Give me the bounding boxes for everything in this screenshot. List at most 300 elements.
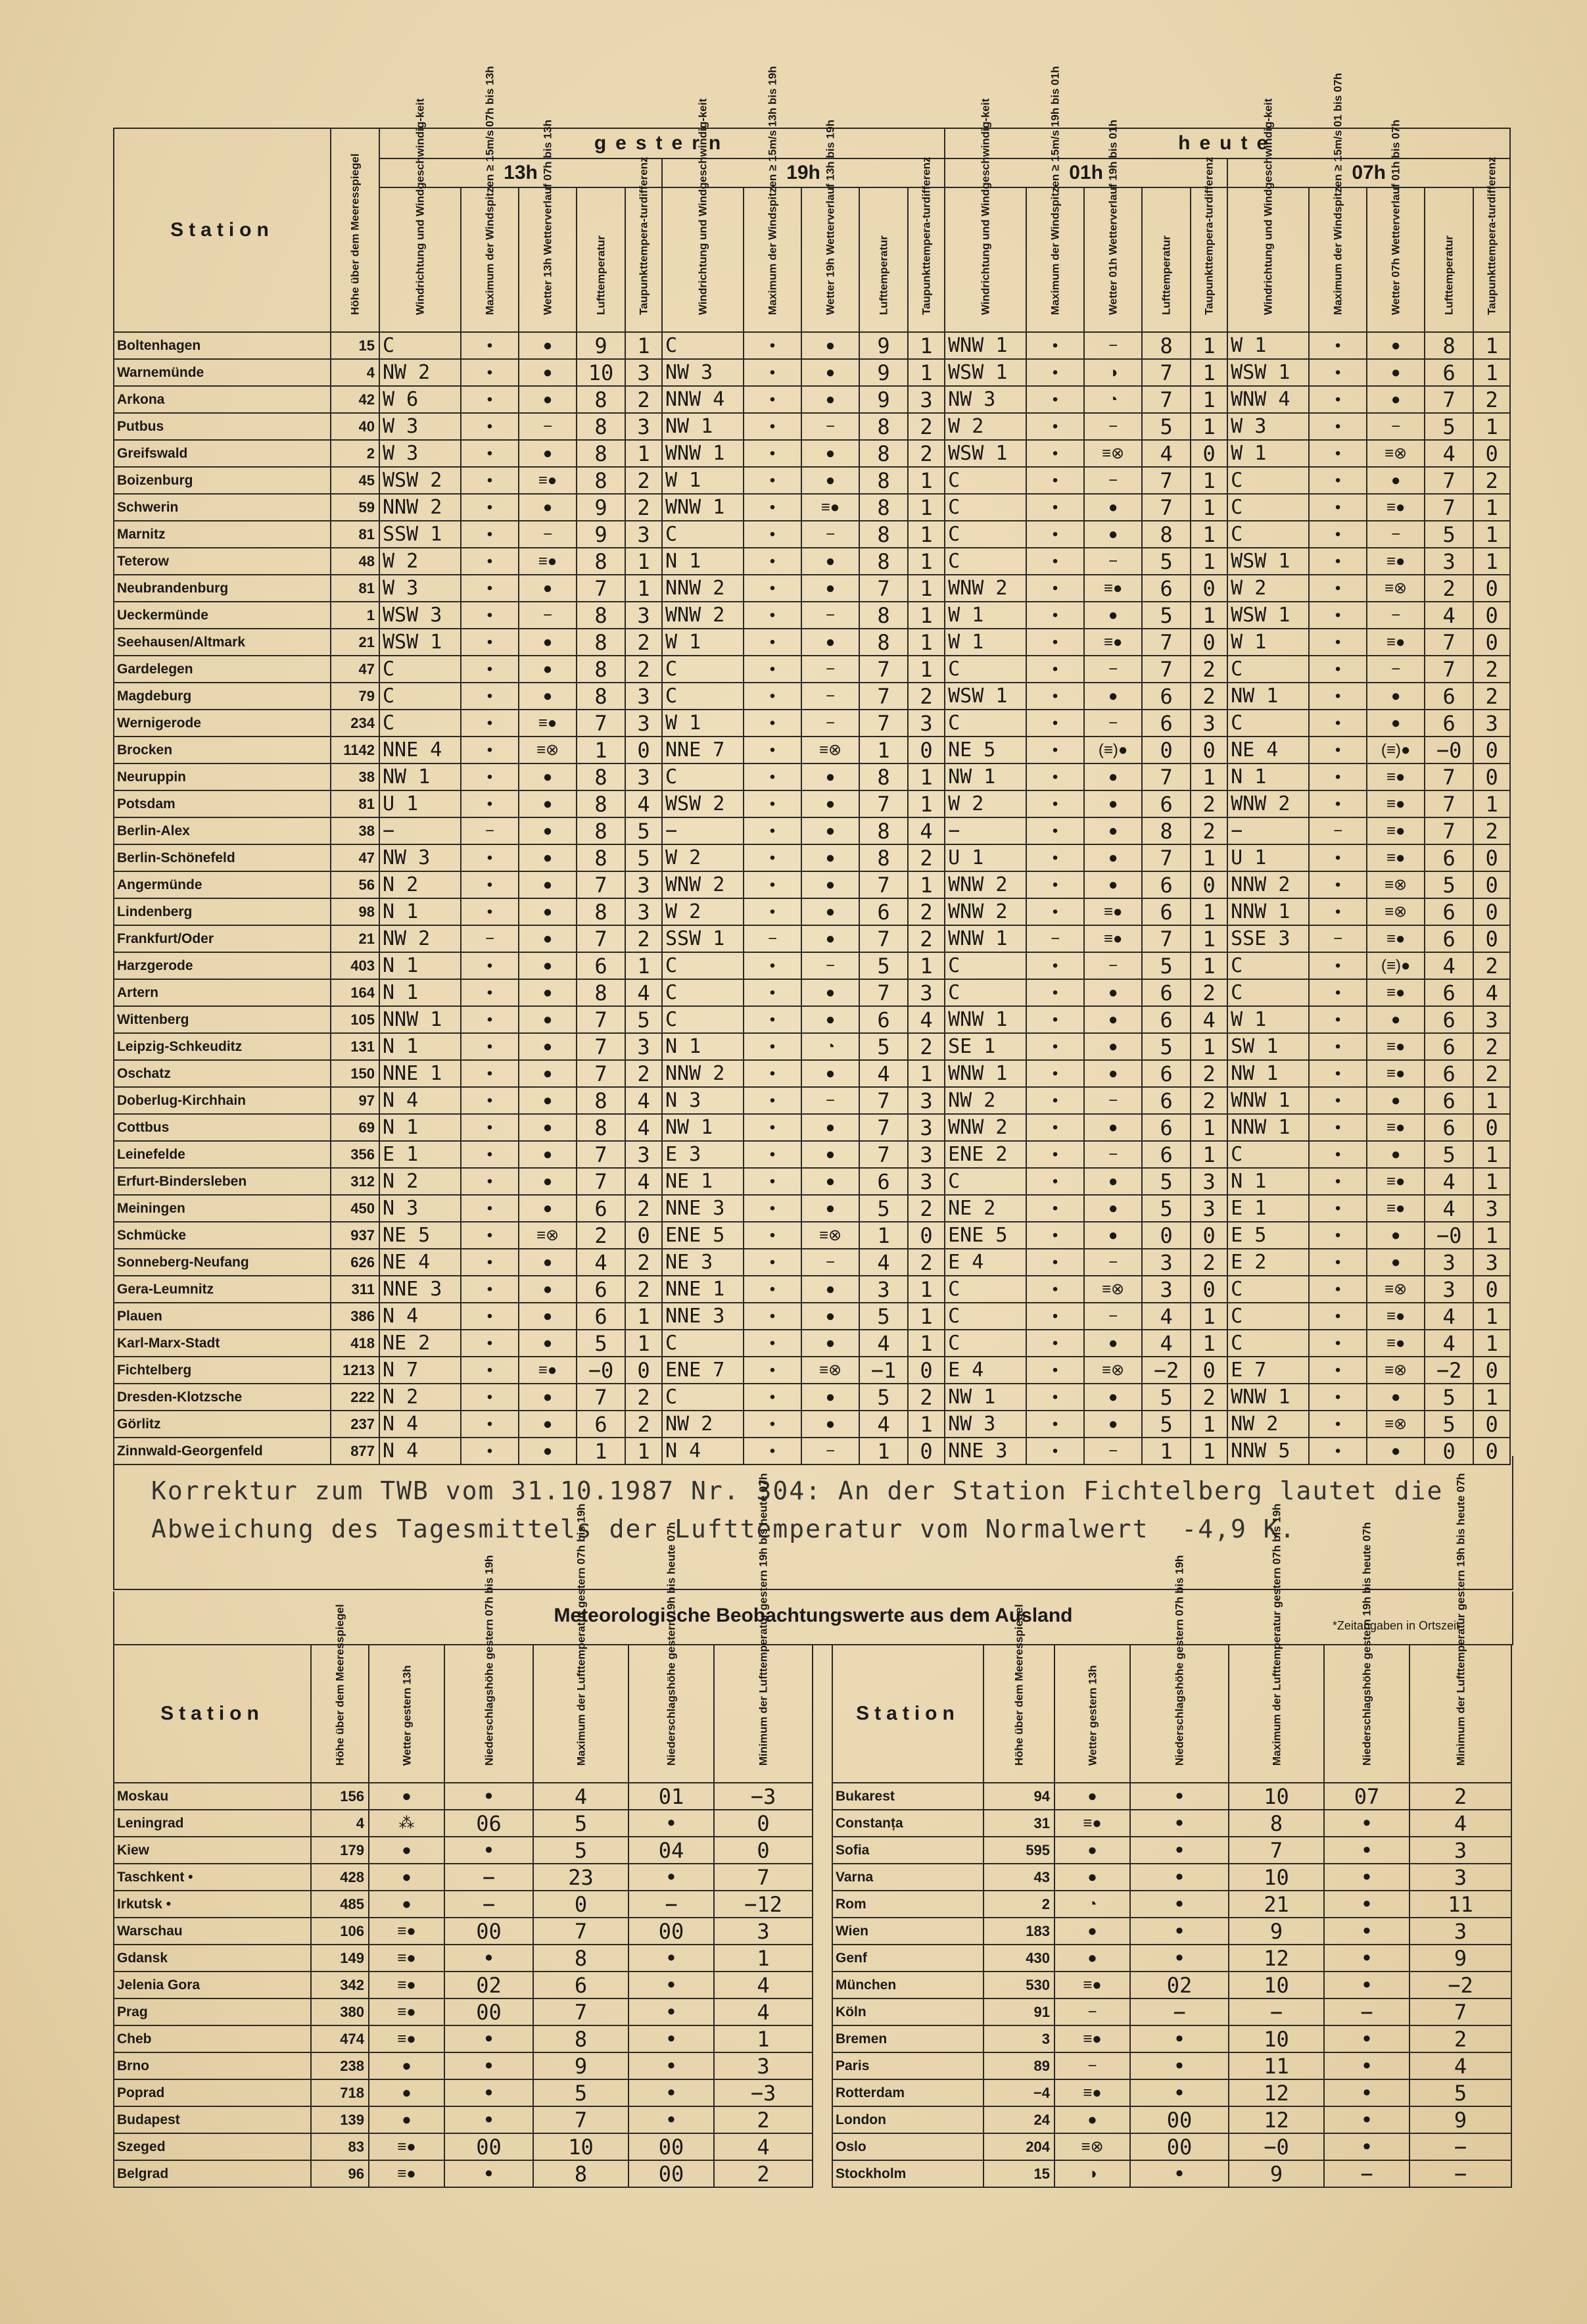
station-name: Bremen — [832, 2025, 983, 2052]
cell: • — [461, 1168, 519, 1195]
cell: ● — [1367, 386, 1425, 413]
cell: 8 — [577, 979, 625, 1006]
cell: • — [744, 979, 801, 1006]
cell: 8 — [859, 440, 908, 467]
cell: 1 — [1473, 1168, 1510, 1195]
cell: NNW 4 — [662, 386, 744, 413]
cell: 9 — [577, 521, 625, 548]
cell: −2 — [1425, 1357, 1473, 1384]
cell: ≡● — [1367, 1303, 1425, 1330]
cell: 7 — [1425, 467, 1473, 494]
cell: • — [744, 1438, 801, 1465]
cell: 3 — [908, 1168, 945, 1195]
cell: 4 — [1425, 440, 1473, 467]
cell: ● — [801, 898, 859, 925]
cell: W 1 — [662, 467, 744, 494]
cell: ● — [801, 763, 859, 790]
cell: 6 — [1142, 871, 1191, 898]
cell: • — [461, 386, 519, 413]
cell: 9 — [533, 2052, 628, 2079]
cell: 2 — [625, 1384, 662, 1411]
cell: • — [1026, 1330, 1084, 1357]
station-name: Berlin-Alex — [114, 817, 331, 844]
cell: • — [744, 683, 801, 710]
cell: 3 — [714, 2052, 813, 2079]
foreign-row — [832, 2079, 1511, 2106]
cell: 96 — [311, 2160, 369, 2187]
cell: 5 — [1142, 1033, 1191, 1060]
cell: ● — [1367, 1438, 1425, 1465]
cell: • — [1309, 1384, 1367, 1411]
cell: 8 — [577, 413, 625, 440]
cell: • — [1309, 1114, 1367, 1141]
cell: ● — [1367, 467, 1425, 494]
cell: 7 — [859, 1087, 908, 1114]
table-row — [114, 817, 1510, 844]
station-name: Leningrad — [114, 1810, 311, 1837]
cell: 23 — [533, 1864, 628, 1891]
station-name: Varna — [832, 1864, 983, 1891]
cell: 403 — [331, 952, 379, 979]
station-name: Lindenberg — [114, 898, 331, 925]
cell: 3 — [983, 2025, 1054, 2052]
cell: N 2 — [379, 1384, 461, 1411]
cell: − — [1084, 413, 1142, 440]
station-name: Cottbus — [114, 1114, 331, 1141]
cell: 0 — [908, 737, 945, 763]
cell: 7 — [859, 575, 908, 602]
cell: 150 — [331, 1060, 379, 1087]
foreign-station-header: Station — [832, 1645, 983, 1783]
cell: ● — [519, 1303, 577, 1330]
cell: 7 — [533, 2106, 628, 2133]
cell: 8 — [577, 602, 625, 629]
cell: 2 — [908, 683, 945, 710]
station-name: Angermünde — [114, 871, 331, 898]
cell: • — [461, 467, 519, 494]
cell: ● — [519, 952, 577, 979]
cell: 6 — [1425, 898, 1473, 925]
cell: ● — [801, 1114, 859, 1141]
cell: 3 — [625, 898, 662, 925]
cell: 530 — [983, 1972, 1054, 1998]
station-name: Rom — [832, 1891, 983, 1918]
cell: 1 — [908, 1276, 945, 1303]
cell: 4 — [1425, 602, 1473, 629]
foreign-row — [114, 1864, 813, 1891]
cell: − — [662, 817, 744, 844]
cell: E 4 — [945, 1249, 1026, 1276]
cell: 3 — [625, 683, 662, 710]
cell: WNW 1 — [662, 440, 744, 467]
cell: 6 — [1142, 790, 1191, 817]
table-row — [114, 1114, 1510, 1141]
cell: ● — [519, 494, 577, 521]
cell: 595 — [983, 1837, 1054, 1864]
table-row — [114, 1168, 1510, 1195]
cell: 5 — [1142, 1195, 1191, 1222]
cell: WNW 1 — [945, 332, 1026, 359]
cell: 7 — [577, 575, 625, 602]
cell: ● — [1367, 1006, 1425, 1033]
cell: 10 — [577, 359, 625, 386]
cell: 4 — [714, 1998, 813, 2025]
cell: 5 — [533, 1810, 628, 1837]
cell: ● — [519, 790, 577, 817]
cell: • — [1130, 1864, 1229, 1891]
cell: 97 — [331, 1087, 379, 1114]
cell: ≡● — [519, 467, 577, 494]
cell: 5 — [859, 1384, 908, 1411]
station-name: München — [832, 1972, 983, 1998]
cell: 6 — [1142, 898, 1191, 925]
foreign-col-header-0: Höhe über dem Meeresspiegel — [983, 1645, 1054, 1783]
cell: 4 — [859, 1330, 908, 1357]
cell: ENE 5 — [662, 1222, 744, 1249]
cell: − — [519, 602, 577, 629]
cell: ● — [801, 1411, 859, 1438]
cell: 5 — [859, 1033, 908, 1060]
cell: 8 — [577, 629, 625, 656]
cell: 12 — [1229, 2106, 1324, 2133]
cell: ● — [1054, 1783, 1130, 1810]
cell: ● — [801, 548, 859, 575]
cell: WNW 2 — [662, 602, 744, 629]
cell: • — [1324, 1810, 1409, 1837]
foreign-row — [832, 1891, 1511, 1918]
foreign-row — [832, 2133, 1511, 2160]
foreign-row — [114, 1810, 813, 1837]
cell: 1 — [1191, 952, 1227, 979]
foreign-row — [114, 1998, 813, 2025]
cell: W 1 — [662, 629, 744, 656]
cell: 1 — [908, 494, 945, 521]
cell: E 2 — [1227, 1249, 1309, 1276]
cell: 10 — [1229, 1783, 1324, 1810]
cell: 0 — [1191, 440, 1227, 467]
cell: C — [662, 1330, 744, 1357]
cell: • — [744, 1276, 801, 1303]
cell: C — [945, 494, 1026, 521]
cell: 9 — [1409, 2106, 1511, 2133]
cell: 2 — [908, 844, 945, 871]
cell: 1 — [908, 763, 945, 790]
cell: 06 — [444, 1810, 533, 1837]
cell: 1 — [908, 521, 945, 548]
cell: • — [1026, 332, 1084, 359]
cell: 10 — [533, 2133, 628, 2160]
cell: 2 — [908, 1249, 945, 1276]
cell: −3 — [714, 1783, 813, 1810]
cell: 1 — [1473, 413, 1510, 440]
cell: NW 1 — [379, 763, 461, 790]
cell: • — [1309, 763, 1367, 790]
cell: 3 — [1473, 710, 1510, 737]
cell: • — [628, 1972, 714, 1998]
cell: 1 — [625, 332, 662, 359]
station-name: Berlin-Schönefeld — [114, 844, 331, 871]
col-header-cols19-0: Windrichtung und Windgeschwindig-keit — [662, 187, 744, 332]
cell: 6 — [1142, 979, 1191, 1006]
station-name: Prag — [114, 1998, 311, 2025]
cell: 179 — [311, 1837, 369, 1864]
cell: − — [801, 1438, 859, 1465]
cell: • — [1309, 1222, 1367, 1249]
cell: 3 — [1473, 1006, 1510, 1033]
cell: N 4 — [662, 1438, 744, 1465]
cell: ● — [801, 467, 859, 494]
foreign-row — [832, 2160, 1511, 2187]
cell: −12 — [714, 1891, 813, 1918]
col-header-cols19-4: Taupunkttempera-turdifferenz — [908, 187, 945, 332]
cell: • — [1130, 1918, 1229, 1945]
cell: − — [801, 656, 859, 683]
cell: ENE 5 — [945, 1222, 1026, 1249]
cell: • — [744, 1087, 801, 1114]
cell: WSW 3 — [379, 602, 461, 629]
cell: • — [744, 494, 801, 521]
cell: ≡⊗ — [1367, 898, 1425, 925]
cell: • — [744, 602, 801, 629]
cell: ● — [801, 871, 859, 898]
cell: 2 — [1409, 1783, 1511, 1810]
cell: • — [744, 575, 801, 602]
cell: C — [662, 1006, 744, 1033]
cell: 1 — [1191, 386, 1227, 413]
foreign-col-header-1: Wetter gestern 13h — [369, 1645, 444, 1783]
cell: 7 — [1142, 629, 1191, 656]
cell: 1 — [908, 1060, 945, 1087]
cell: 3 — [1142, 1276, 1191, 1303]
cell: • — [1324, 1891, 1409, 1918]
foreign-row — [832, 1810, 1511, 1837]
cell: ≡● — [519, 1357, 577, 1384]
cell: 3 — [625, 521, 662, 548]
cell: 15 — [983, 2160, 1054, 2187]
cell: N 4 — [379, 1087, 461, 1114]
cell: 8 — [577, 440, 625, 467]
cell: ● — [801, 1060, 859, 1087]
cell: NE 2 — [379, 1330, 461, 1357]
cell: N 4 — [379, 1411, 461, 1438]
cell: NE 4 — [379, 1249, 461, 1276]
station-name: Artern — [114, 979, 331, 1006]
cell: • — [461, 1114, 519, 1141]
cell: − — [1229, 1998, 1324, 2025]
cell: • — [1309, 602, 1367, 629]
cell: W 1 — [945, 629, 1026, 656]
cell: • — [1026, 413, 1084, 440]
cell: 131 — [331, 1033, 379, 1060]
station-name: Poprad — [114, 2079, 311, 2106]
cell: 1 — [908, 790, 945, 817]
cell: 106 — [311, 1918, 369, 1945]
cell: ≡⊗ — [1367, 575, 1425, 602]
station-name: Fichtelberg — [114, 1357, 331, 1384]
station-name: Plauen — [114, 1303, 331, 1330]
cell: C — [1227, 656, 1309, 683]
cell: • — [1324, 1918, 1409, 1945]
cell: C — [662, 332, 744, 359]
cell: • — [1309, 737, 1367, 763]
cell: N 2 — [379, 871, 461, 898]
cell: 8 — [577, 683, 625, 710]
cell: • — [1324, 1837, 1409, 1864]
cell: • — [1309, 1168, 1367, 1195]
cell: 2 — [1191, 817, 1227, 844]
cell: C — [1227, 952, 1309, 979]
cell: 5 — [1409, 2079, 1511, 2106]
cell: 1 — [1191, 332, 1227, 359]
cell: • — [461, 1384, 519, 1411]
cell: 3 — [625, 763, 662, 790]
cell: • — [461, 683, 519, 710]
cell: 3 — [1473, 1195, 1510, 1222]
table-row — [114, 898, 1510, 925]
station-name: Zinnwald-Georgenfeld — [114, 1438, 331, 1465]
cell: 9 — [1229, 1918, 1324, 1945]
cell: WSW 1 — [945, 359, 1026, 386]
cell: • — [1026, 1006, 1084, 1033]
cell: 1 — [908, 548, 945, 575]
cell: ≡● — [1367, 1330, 1425, 1357]
cell: 7 — [533, 1918, 628, 1945]
cell: • — [461, 710, 519, 737]
cell: 1 — [331, 602, 379, 629]
cell: ● — [801, 1168, 859, 1195]
cell: 4 — [908, 1006, 945, 1033]
cell: ◑ — [1084, 359, 1142, 386]
cell: WNW 2 — [945, 898, 1026, 925]
table-row — [114, 1411, 1510, 1438]
cell: C — [379, 332, 461, 359]
cell: 8 — [859, 494, 908, 521]
cell: • — [444, 2079, 533, 2106]
cell: WSW 2 — [662, 790, 744, 817]
cell: ● — [1084, 1222, 1142, 1249]
cell: 0 — [1191, 575, 1227, 602]
cell: 7 — [577, 1060, 625, 1087]
foreign-row — [832, 1837, 1511, 1864]
cell: ● — [1367, 1222, 1425, 1249]
cell: 00 — [628, 2133, 714, 2160]
cell: 7 — [1409, 1998, 1511, 2025]
cell: 6 — [859, 1168, 908, 1195]
cell: 1 — [1191, 1114, 1227, 1141]
cell: • — [1309, 1330, 1367, 1357]
col-header-cols07-2: Wetter 07h Wetterverlauf 01h bis 07h — [1367, 187, 1425, 332]
cell: − — [801, 602, 859, 629]
col-header-cols01-1: Maximum der Windspitzen ≥ 15m/s 19h bis 01h — [1026, 187, 1084, 332]
cell: − — [801, 952, 859, 979]
cell: 40 — [331, 413, 379, 440]
foreign-col-header-5: Minimum der Lufttemperatur gestern 19h bis heute 07h — [714, 1645, 813, 1783]
cell: NW 2 — [945, 1087, 1026, 1114]
cell: ● — [369, 2106, 444, 2133]
cell: NNW 2 — [379, 494, 461, 521]
cell: 7 — [1425, 817, 1473, 844]
station-name: Marnitz — [114, 521, 331, 548]
station-name: Wernigerode — [114, 710, 331, 737]
cell: 8 — [859, 629, 908, 656]
cell: • — [744, 359, 801, 386]
cell: 7 — [577, 871, 625, 898]
cell: 3 — [908, 979, 945, 1006]
cell: • — [1026, 629, 1084, 656]
cell: 7 — [577, 1384, 625, 1411]
cell: 4 — [859, 1411, 908, 1438]
cell: • — [628, 2052, 714, 2079]
cell: ● — [519, 898, 577, 925]
cell: 6 — [1425, 844, 1473, 871]
cell: 48 — [331, 548, 379, 575]
station-name: Brocken — [114, 737, 331, 763]
station-name: Wien — [832, 1918, 983, 1945]
cell: • — [744, 1060, 801, 1087]
cell: • — [461, 1141, 519, 1168]
cell: 1 — [1191, 1411, 1227, 1438]
cell: 1 — [908, 1411, 945, 1438]
station-name: Neubrandenburg — [114, 575, 331, 602]
cell: C — [662, 979, 744, 1006]
cell: ● — [1084, 602, 1142, 629]
foreign-title: Meteorologische Beobachtungswerte aus dem Ausland — [554, 1605, 1073, 1626]
cell: − — [519, 521, 577, 548]
cell: U 1 — [945, 844, 1026, 871]
cell: • — [1324, 1945, 1409, 1972]
cell: NW 1 — [1227, 1060, 1309, 1087]
cell: − — [1084, 1249, 1142, 1276]
cell: 718 — [311, 2079, 369, 2106]
cell: 2 — [625, 1411, 662, 1438]
cell: 1 — [625, 1330, 662, 1357]
height-header: Höhe über dem Meeresspiegel — [331, 128, 379, 332]
cell: 43 — [983, 1864, 1054, 1891]
cell: 937 — [331, 1222, 379, 1249]
station-name: Boizenburg — [114, 467, 331, 494]
cell: 8 — [859, 548, 908, 575]
cell: 8 — [1142, 521, 1191, 548]
cell: • — [461, 1303, 519, 1330]
cell: ● — [801, 359, 859, 386]
cell: 4 — [577, 1249, 625, 1276]
cell: 2 — [908, 413, 945, 440]
cell: W 1 — [1227, 332, 1309, 359]
cell: • — [1324, 1972, 1409, 1998]
cell: C — [379, 683, 461, 710]
cell: C — [1227, 1141, 1309, 1168]
cell: ● — [1084, 1006, 1142, 1033]
cell: 4 — [859, 1249, 908, 1276]
table-row — [114, 844, 1510, 871]
cell: 0 — [1425, 1438, 1473, 1465]
cell: 7 — [859, 871, 908, 898]
cell: − — [1054, 1998, 1130, 2025]
cell: • — [744, 763, 801, 790]
cell: 7 — [859, 790, 908, 817]
cell: 1 — [1191, 548, 1227, 575]
cell: 04 — [628, 1837, 714, 1864]
cell: • — [1026, 1114, 1084, 1141]
cell: −0 — [577, 1357, 625, 1384]
cell: 2 — [908, 1195, 945, 1222]
cell: 1 — [1473, 359, 1510, 386]
cell: • — [1026, 871, 1084, 898]
table-row — [114, 1330, 1510, 1357]
station-name: Kiew — [114, 1837, 311, 1864]
station-name: Köln — [832, 1998, 983, 2025]
cell: U 1 — [379, 790, 461, 817]
